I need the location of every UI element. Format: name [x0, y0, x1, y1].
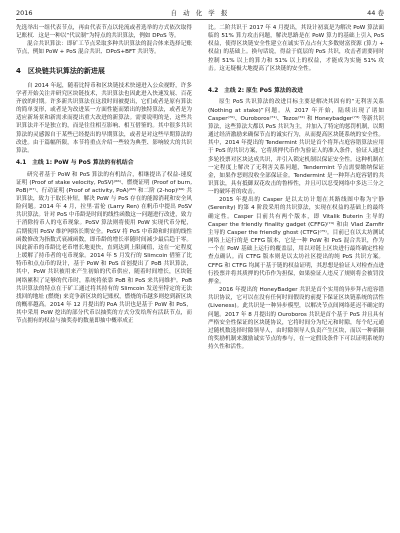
body-paragraph: 研究者基于 PoW 和 PoS 算法的有机结合，相继提出了权益-速度证明 (Proof of stake velocity, PoSV)⁽⁶⁶⁾、燃烧证明 (Proof of burn, PoB)⁽⁶⁷⁾、行动证明 (Proof of activity, PoA)⁽⁶⁸⁾ 和二阶 (2-hop)⁽⁶⁹⁾ 共识算法，致力于取长补短，解决 PoW 与 PoS 存在的能源消耗和安全风险问题。2014 年 4 月，拉里·雷伦 (Larry Ren) 在帆币中提出 PoSV 共识算法。针对 PoS 中币龄是时间的线性函数这一问题进行改进，致力于消除持币人的屯币现象。PoSV 算法则将使用 PoW 实现代币分配，后期使用 PoSV 维护网络长期安全。PoSV 将 PoS 中币龄和时间的线性函数修改为指数式衰减函数，即币龄的增长率随时间减少最后趋于零。因此新币的币龄比老币增长地更快，直到达到上限阈值，这在一定程度上缓解了持币者的屯币现象。2014 年 5 月发行的 Slimcoin 借鉴了比特币和点点币的设计，基于 PoW 和 PoS 首创提出了 PoB 共识算法，其中，PoW 共识被用来产生初始的代币供应，随着时间增长，区块链网络累积了足够的代币时，系统将依靠 PoB 和 PoS 来共同维护。PoB 共识算法的特点在于矿工通过将其持有的 Slimcoin 发送至特定的无法找回的地址 (燃烧) 来竞争新区块的记账权，燃烧的币越多则挖到新区块的概率越高。2014 年 12 月提出的 PoA 共识也是基于 PoW 和 PoS，其中采用 PoW 挖出的部分代币以抽奖的方式分发给所有活跃节点，而节点拥有的权益与抽奖券的数量即抽中概率成正: [16, 171, 192, 325]
body-paragraph: 原生 PoS 共识算法的改进目标主要是解决其固有的“无利害关系 (Nothing at stake)”问题。从 2017 年开始，陆续出现了诸如 Casper⁽⁷⁰⁾、Ouroboros⁽⁷¹⁾、Tezos⁽⁷²⁾ 和 Honeybadger⁽⁷³⁾ 等新共识算法，这些算法大都以 PoS 共识为主，并加入了特定的惩罚机制，以期通过经济激励来确保节点的诚实行为，从而提高区块链系统的安全性。其中，2014 年提出的 Tendermint 共识是首个将拜占庭容错算法应用于 PoS 的共识方案，它将质押代币作为验证人的准入条件，验证人通过多轮投票对区块达成共识，并引入锁定机制以保证安全性。这种机制在一定程度上解决了无利害关系问题，Tendermint 节点需要缴纳保证金，如果作恶则没收全部保证金。Tendermint 是一种拜占庭容错的共识算法，具有抵御双花攻击的鲁棒性，并且可以忍受网络中多达三分之一的破坏者的攻击。: [208, 99, 384, 196]
volume-label: 44 卷: [367, 9, 384, 17]
subsection-heading: 4.1 主线 1: PoW 与 PoS 算法的有机结合: [16, 160, 134, 167]
page-header: [16, 7, 384, 20]
section-heading: 4 区块链共识算法的新进展: [16, 66, 105, 75]
body-paragraph: 自 2014 年起，随着比特币和区块链技术快速进入公众视野，许多学者开始关注并研究区块链技术，共识算法也因此进入快速发展、百花齐放的时期。许多新共识算法在这段时间被提出，它们或者是原有算法的简单变形，或者是为改进某一方面性能而繁出的独特算法，或者是为适应新场景和新需求而提出重大改进的新算法。需要说明的是，这些共识算法并不是独立的，而是往往相互影响、相互借鉴的。其中很多共识算法的灵感源自于某些已经提出的早期算法，或者是对这些早期算法的改进。由于篇幅所限，本节将重点介绍一些较为典型、影响较大的共识算法。: [16, 82, 192, 154]
body-paragraph: 2015 年提出的 Casper 是以太坊计划在其路线图中称为宁静 (Serenity) 的第 4 阶段采用的共识算法，实现在权益的基础上的最终确定性。Casper 目前共有两个版本，即 Vitalik Buterin 主导的 Casper the friendly finality gadget (CFFG)⁽⁷⁴⁾ 和由 Vlad Zamfir 主导的 Casper the friendly ghost (CTFG)⁽⁷⁵⁾。目前已在以太坊测试网络上运行的是 CFFG 版本，它是一种 PoW 和 PoS 混合共识，作为一个在 PoW 基础上运行的覆盖层，用以对链上区块进行最终确定性检查点确认。而 CTFG 版本则是以太坊社区提出的纯 PoS 共识方案。CFFG 和 CTFG 均属于基于链的权益证明，其思想是验证人对检查点进行投票并将其质押的代币作为担保，如果验证人违反了规则将会被罚没押金。: [208, 197, 384, 285]
journal-title: 自 动 化 学 报: [170, 9, 230, 17]
body-paragraph: 混合共识算法：即矿工节点采取多种共识算法的混合体来选择记账节点，例如 PoW + PoS 混合共识、DPoS+BFT 共识等。: [16, 41, 192, 56]
body-paragraph: 2016 年提出的 HoneyBadger 共识是首个实用的异步拜占庭容错共识协议，它可以在没有任何时间假设的前提下保证区块链系统的活性 (Liveness)。此共识是一种异步模型，以解决节点间网络延迟不确定的问题。2017 年 8 月提出的 Ouroboros 共识是首个基于 PoS 并且具有严格安全性保证的区块链协议，它将时间分为纪元和时隙，每个纪元通过随机数选择时隙领导人，由时隙领导人负责产生区块，而以一种新颖的奖励机制来激励诚实节点的参与，在一定假设条件下可以证明系统的持久性和活性。: [208, 287, 384, 351]
body-paragraph: 比。二阶共识于 2017 年 4 月提出，其设计初衷是为解决 PoW 算法面临的 51% 算力攻击问题，解决思路是在 PoW 算力的基础上引入 PoS 权益，使得区块链安全性建立在诚实节点占有大多数财富资源 (算力 + 权益) 的基础上。换句话说，得益于底层的 PoS 共识，攻击者需要同时控制 51% 以上的算力和 51% 以上的权益，才能成为实施 51% 攻击。这无疑极大地提高了区块链的安全性。: [208, 25, 384, 72]
left-column: [16, 24, 192, 525]
body-paragraph: 先选举出一组代表节点，再由代表节点以轮流或者选举的方式依次取得记账权．这是一种以“代议制”为特点的共识算法，例如 DPoS 等。: [16, 25, 192, 40]
page-number: 2016: [16, 9, 33, 17]
right-column: [208, 24, 384, 525]
subsection-heading: 4.2 主线 2: 原生 PoS 算法的改进: [208, 87, 304, 94]
